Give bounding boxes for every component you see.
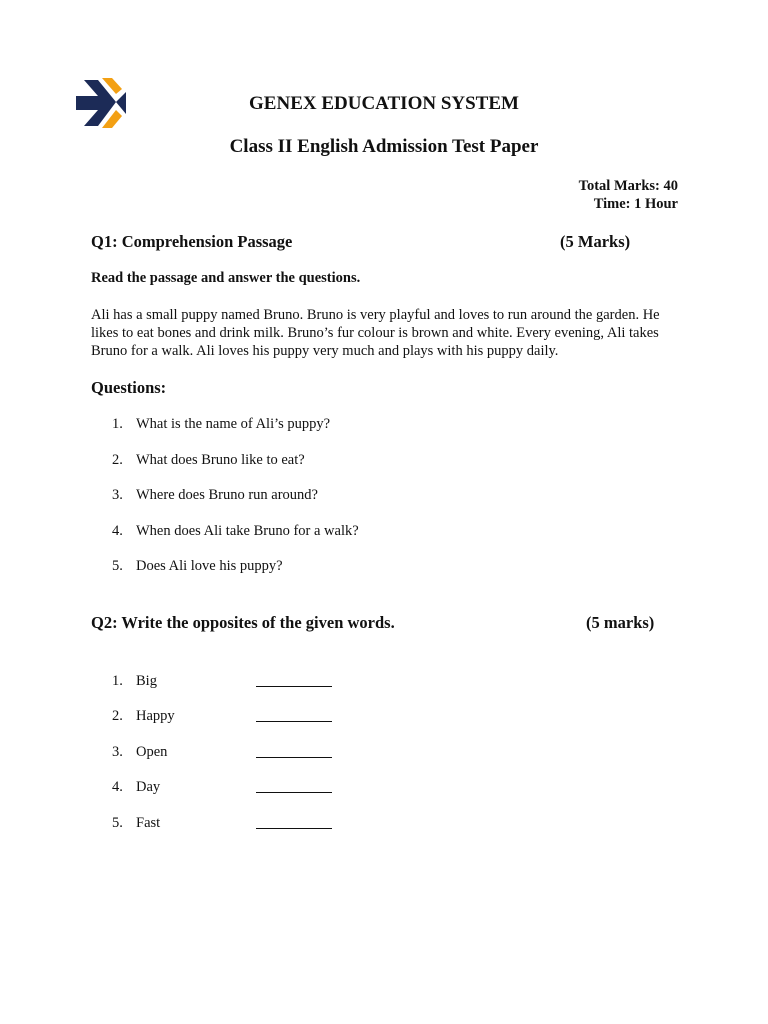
time-limit: Time: 1 Hour	[593, 196, 678, 212]
answer-blank[interactable]	[256, 778, 332, 793]
question-item: 4. When does Ali take Bruno for a walk?	[112, 523, 359, 539]
q1-instruction: Read the passage and answer the questions.	[91, 270, 361, 286]
school-name: GENEX EDUCATION SYSTEM	[249, 93, 519, 114]
q1-marks: (5 Marks)	[560, 232, 631, 251]
answer-blank[interactable]	[256, 743, 332, 758]
comprehension-passage: Ali has a small puppy named Bruno. Bruno is very playful and loves to run around the garden. He likes to eat bones and drink milk. Bruno’s fur colour is brown and white. Every evening, Ali takes Bruno for a walk. Ali loves his puppy very much and plays with his puppy daily.	[91, 307, 660, 359]
answer-blank[interactable]	[256, 814, 332, 829]
total-marks: Total Marks: 40	[578, 178, 678, 194]
opposite-item: 3. Open	[112, 743, 332, 761]
questions-heading: Questions:	[91, 378, 167, 397]
paper-title: Class II English Admission Test Paper	[229, 136, 539, 157]
q2-marks: (5 marks)	[586, 613, 655, 632]
q1-title: Q1: Comprehension Passage	[91, 232, 293, 251]
question-item: 5. Does Ali love his puppy?	[112, 558, 283, 574]
answer-blank[interactable]	[256, 672, 332, 687]
opposite-item: 1. Big	[112, 672, 332, 690]
opposite-item: 4. Day	[112, 778, 332, 796]
question-item: 3. Where does Bruno run around?	[112, 487, 318, 503]
q2-title: Q2: Write the opposites of the given words.	[91, 613, 395, 632]
question-item: 1. What is the name of Ali’s puppy?	[112, 416, 331, 432]
question-item: 2. What does Bruno like to eat?	[112, 452, 305, 468]
opposite-item: 2. Happy	[112, 707, 332, 725]
opposite-item: 5. Fast	[112, 814, 332, 832]
answer-blank[interactable]	[256, 707, 332, 722]
